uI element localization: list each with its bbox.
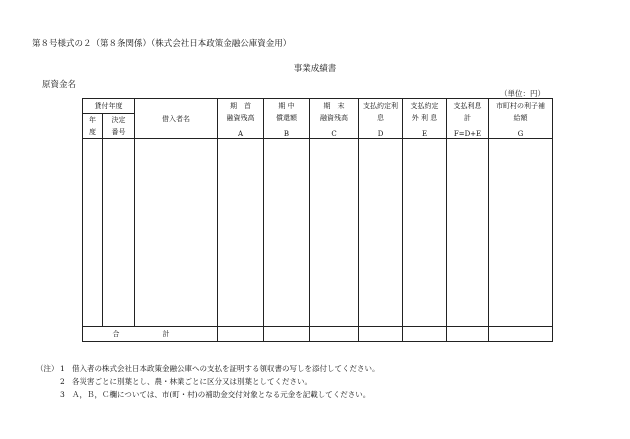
table-body-row: [83, 139, 553, 327]
col-f-label: 支払利息 計: [453, 101, 482, 122]
decision-number-header: 決定 番号: [103, 114, 135, 139]
cell-d[interactable]: [359, 139, 403, 327]
cell-decision[interactable]: [103, 139, 135, 327]
cell-a[interactable]: [218, 139, 264, 327]
col-f-letter: F=D+E: [453, 129, 482, 138]
cell-c[interactable]: [310, 139, 359, 327]
col-a-label: 期 首 融資残高: [226, 101, 255, 122]
fund-name-label: 原資金名: [42, 80, 77, 90]
note-text: 借入者の株式会社日本政策金融公庫への支払を証明する領収書の写しを添付してください。: [72, 364, 380, 373]
year-header: 年 度: [83, 114, 103, 139]
col-b-header: [264, 99, 310, 139]
col-c-letter: C: [331, 129, 337, 138]
col-b-label: 期 中 償還額: [276, 101, 297, 122]
note-item: （注） 1 借入者の株式会社日本政策金融公庫への支払を証明する領収書の写しを添付してください。: [36, 364, 380, 373]
cell-g[interactable]: [489, 139, 553, 327]
col-g-label: 市町村の利子補 給額: [496, 101, 545, 122]
col-g-letter: G: [517, 129, 524, 138]
unit-label: （単位：円）: [500, 89, 545, 98]
business-results-table: [82, 98, 553, 342]
loan-year-header: 貸付年度: [83, 99, 135, 114]
col-d-letter: D: [377, 129, 384, 138]
col-e-letter: E: [421, 129, 428, 138]
col-e-label: 支払約定 外 利 息: [410, 101, 439, 122]
total-c[interactable]: [310, 327, 359, 342]
note-text: 各災害ごとに別葉とし、農・林業ごとに区分又は別葉としてください。: [72, 377, 312, 386]
total-f[interactable]: [447, 327, 489, 342]
cell-b[interactable]: [264, 139, 310, 327]
total-e[interactable]: [403, 327, 447, 342]
document-title: 事業成績書: [293, 64, 337, 74]
total-d[interactable]: [359, 327, 403, 342]
note-item: 2 各災害ごとに別葉とし、農・林業ごとに区分又は別葉としてください。: [60, 377, 312, 386]
col-a-letter: A: [237, 129, 244, 138]
total-g[interactable]: [489, 327, 553, 342]
form-header: 第８号様式の２（第８条関係）（株式会社日本政策金融公庫資金用）: [32, 39, 292, 49]
cell-year[interactable]: [83, 139, 103, 327]
note-item: 3 Ａ，Ｂ，Ｃ欄については、市(町・村)の補助金交付対象となる元金を記載してください。: [60, 390, 371, 399]
col-b-letter: B: [283, 129, 290, 138]
note-text: Ａ，Ｂ，Ｃ欄については、市(町・村)の補助金交付対象となる元金を記載してください。: [72, 390, 371, 399]
col-e-header: [403, 99, 447, 139]
notes-prefix: （注）: [36, 364, 59, 373]
total-b[interactable]: [264, 327, 310, 342]
cell-f[interactable]: [447, 139, 489, 327]
total-row: [83, 327, 553, 342]
cell-e[interactable]: [403, 139, 447, 327]
col-d-header: [359, 99, 403, 139]
col-g-header: [489, 99, 553, 139]
col-f-header: [447, 99, 489, 139]
col-a-header: [218, 99, 264, 139]
col-c-label: 期 末 融資残高: [320, 101, 348, 122]
total-label: 合 計: [83, 327, 218, 342]
col-d-label: 支払約定利 息: [363, 101, 398, 122]
total-a[interactable]: [218, 327, 264, 342]
borrower-header: 借入者名: [135, 99, 218, 139]
col-c-header: [310, 99, 359, 139]
notes-section: [36, 362, 380, 401]
cell-borrower[interactable]: [135, 139, 218, 327]
